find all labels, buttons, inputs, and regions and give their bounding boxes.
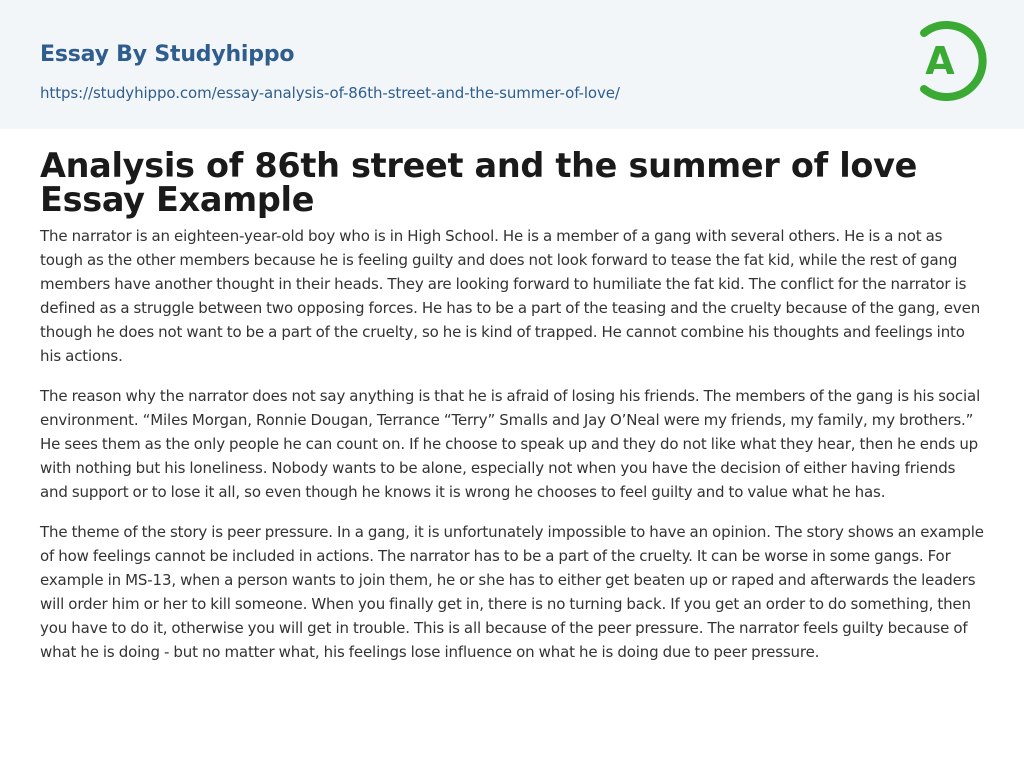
- essay-paragraph-2: The reason why the narrator does not say anything is that he is afraid of losing his friends. The members of the gang is his social environment. “Miles Morgan, Ronnie Dougan, Terrance “Terry” Smalls and Jay O’Neal were my friends, my family, my brothers.” He sees them as the only people he can count on. If he choose to speak up and they do not like what they hear, then he ends up with nothing but his loneliness. Nobody wants to be alone, especially not when you have the decision of either having friends and support or to lose it all, so even though he knows it is wrong he chooses to feel guilty and to value what he has.: [40, 387, 981, 501]
- site-title[interactable]: Essay By Studyhippo: [40, 42, 295, 67]
- essay-title: Analysis of 86th street and the summer of love Essay Example: [40, 146, 918, 219]
- essay-content: [0, 146, 1024, 664]
- essay-paragraph-1: The narrator is an eighteen-year-old boy who is in High School. He is a member of a gang with several others. He is a not as tough as the other members because he is feeling guilty and does not look forward to tease the fat kid, while the rest of gang members have another thought in their heads. They are looking forward to humiliate the fat kid. The conflict for the narrator is defined as a struggle between two opposing forces. He has to be a part of the teasing and the cruelty because of the gang, even though he does not want to be a part of the cruelty, so he is kind of trapped. He cannot combine his thoughts and feelings into his actions.: [40, 227, 981, 365]
- studyhippo-logo-icon[interactable]: [904, 19, 988, 103]
- site-header: [0, 0, 1024, 129]
- page-url-link[interactable]: https://studyhippo.com/essay-analysis-of-86th-street-and-the-summer-of-love/: [40, 84, 620, 102]
- essay-paragraph-3: The theme of the story is peer pressure. In a gang, it is unfortunately impossible to have an opinion. The story shows an example of how feelings cannot be included in actions. The narrator has to be a part of the cruelty. It can be worse in some gangs. For example in MS-13, when a person wants to join them, he or she has to either get beaten up or raped and afterwards the leaders will order him or her to kill someone. When you finally get in, there is no turning back. If you get an order to do something, then you have to do it, otherwise you will get in trouble. This is all because of the peer pressure. The narrator feels guilty because of what he is doing - but no matter what, his feelings lose influence on what he is doing due to peer pressure.: [40, 523, 984, 661]
- logo-letter: A: [925, 39, 955, 83]
